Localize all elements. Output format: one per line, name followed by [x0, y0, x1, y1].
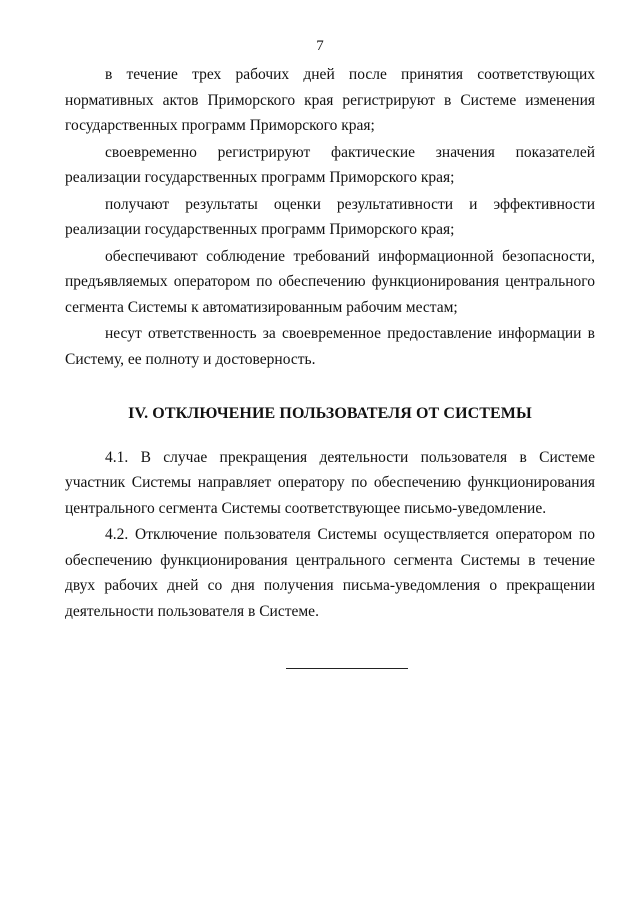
section-paragraph: 4.2. Отключение пользователя Системы осуществляется оператором по обеспечению функционирования центрального сегмента Системы в течение двух рабочих дней со дня получения письма-уведомления о прекращении деятельности пользователя в Системе. [65, 526, 595, 620]
paragraph: своевременно регистрируют фактические значения показателей реализации государственных программ Приморского края; [65, 143, 595, 186]
paragraph: несут ответственность за своевременное предоставление информации в Систему, ее полноту и достоверность. [65, 325, 595, 368]
closing-rule-divider [286, 668, 408, 669]
document-body [65, 62, 595, 624]
paragraph: обеспечивают соблюдение требований информационной безопасности, предъявляемых оператором по обеспечению функционирования центрального сегмента Системы к автоматизированным рабочим местам; [65, 247, 595, 316]
section-paragraph: 4.1. В случае прекращения деятельности пользователя в Системе участник Системы направляет оператору по обеспечению функционирования центрального сегмента Системы соответствующее письмо-уведомление. [65, 448, 595, 517]
page-number: 7 [316, 38, 324, 54]
section-heading: IV. ОТКЛЮЧЕНИЕ ПОЛЬЗОВАТЕЛЯ ОТ СИСТЕМЫ [128, 405, 532, 422]
paragraph: получают результаты оценки результативности и эффективности реализации государственных программ Приморского края; [65, 195, 595, 238]
paragraph: в течение трех рабочих дней после принятия соответствующих нормативных актов Приморского края регистрируют в Системе изменения государственных программ Приморского края; [65, 66, 595, 134]
